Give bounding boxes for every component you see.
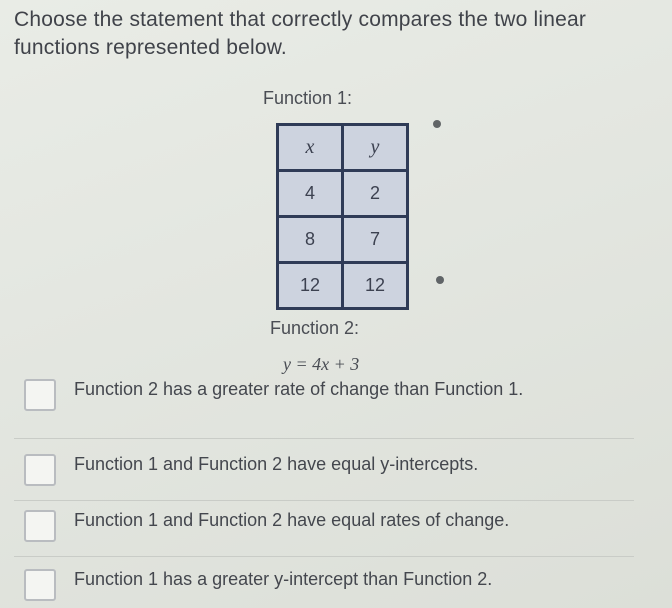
function-2-equation: y = 4x + 3 <box>283 354 360 374</box>
checkbox[interactable] <box>24 510 56 542</box>
table-row <box>278 217 408 263</box>
table-cell-x: 8 <box>278 217 343 263</box>
answer-option-text: Function 1 and Function 2 have equal rates of change. <box>74 510 510 530</box>
answer-option-1[interactable] <box>14 373 634 417</box>
pencil-mark <box>433 120 441 128</box>
table-cell-x: 4 <box>278 171 343 217</box>
answer-option-3[interactable] <box>14 504 634 548</box>
answer-option-4[interactable] <box>14 563 634 607</box>
answer-option-text: Function 2 has a greater rate of change than Function 1. <box>74 379 524 399</box>
checkbox[interactable] <box>24 454 56 486</box>
answer-option-2[interactable] <box>14 448 634 492</box>
divider <box>14 500 634 501</box>
question-text: Choose the statement that correctly compares the two linear functions represented below. <box>14 8 587 59</box>
table-cell-x: 12 <box>278 263 343 309</box>
table-cell-y: 7 <box>343 217 408 263</box>
function-1-label: Function 1: <box>263 88 353 108</box>
table-header-y: y <box>343 125 408 171</box>
table-cell-y: 2 <box>343 171 408 217</box>
divider <box>14 556 634 557</box>
checkbox[interactable] <box>24 569 56 601</box>
table-row <box>278 171 408 217</box>
table-row <box>278 263 408 309</box>
table-header-x: x <box>278 125 343 171</box>
function-1-table <box>276 123 409 310</box>
checkbox[interactable] <box>24 379 56 411</box>
divider <box>14 438 634 439</box>
table-cell-y: 12 <box>343 263 408 309</box>
answer-option-text: Function 1 and Function 2 have equal y-intercepts. <box>74 454 479 474</box>
table-header-row <box>278 125 408 171</box>
function-2-label: Function 2: <box>270 318 360 338</box>
answer-option-text: Function 1 has a greater y-intercept than Function 2. <box>74 569 493 589</box>
pencil-mark <box>436 276 444 284</box>
